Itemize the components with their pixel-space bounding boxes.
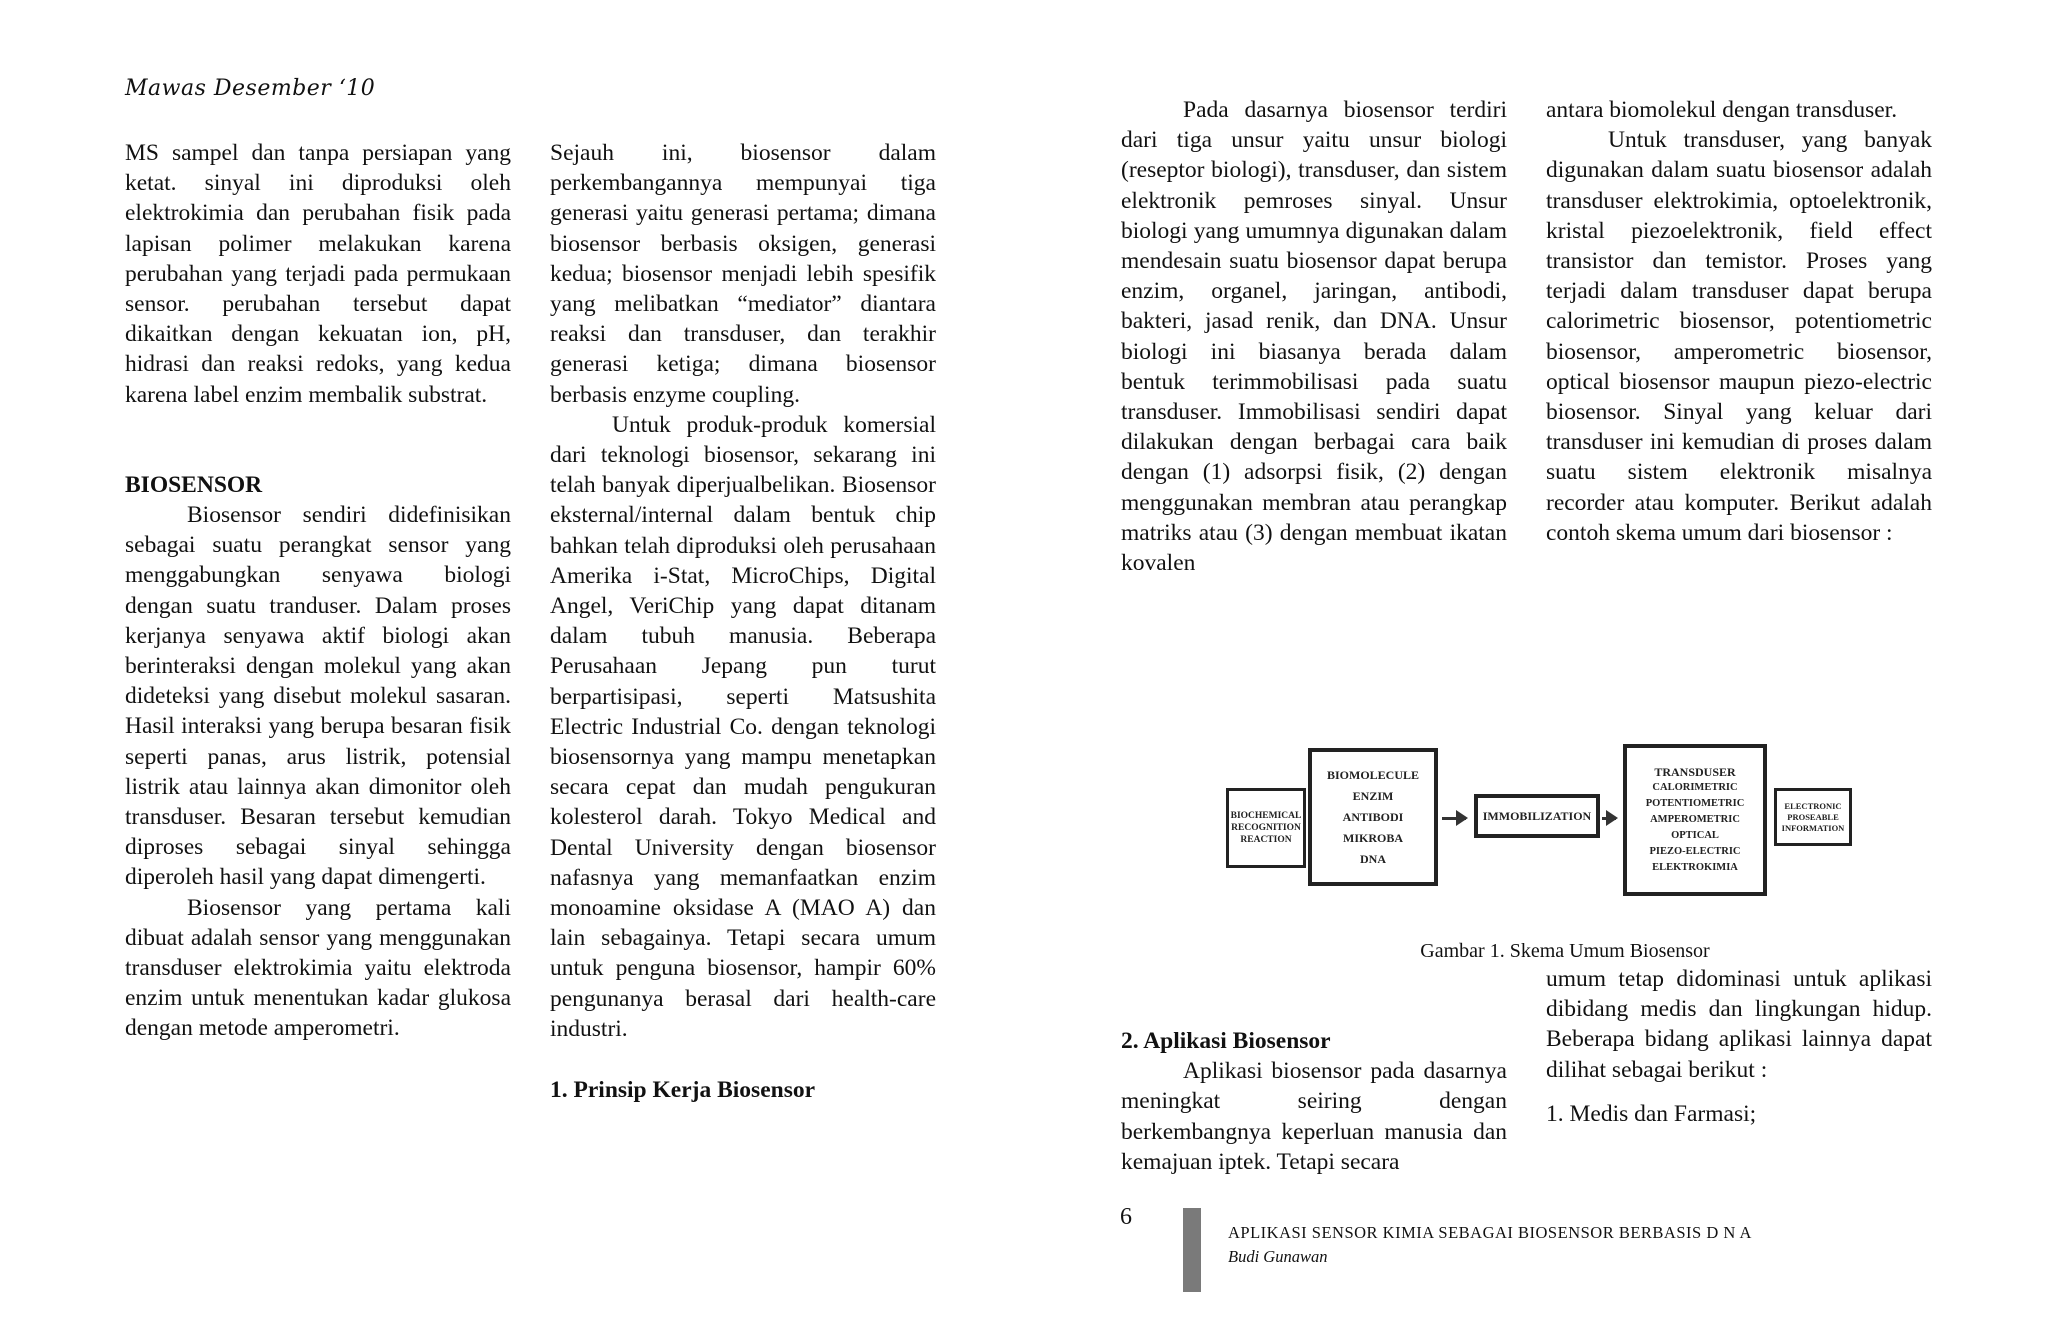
arrow-icon <box>1602 817 1616 820</box>
paragraph: Untuk produk-produk komersial dari teknologi biosensor, sekarang ini telah banyak diperjualbelikan. Biosensor eksternal/internal dalam bentuk chip bahkan telah diproduksi oleh perusahaan Amerika i-Stat, MicroChips, Digital Angel, VeriChip yang dapat ditanam dalam tubuh manusia. Beberapa Perusahaan Jepang pun turut berpartisipasi, seperti Matsushita Electric Industrial Co. dengan teknologi biosensornya yang mampu menetapkan secara cepat dan mudah pengukuran kolesterol darah. Tokyo Medical and Dental University dengan biosensor nafasnya yang memanfaatkan enzim monoamine oksidase A (MAO A) dan lain sebagainya. Tetapi secara umum untuk penguna biosensor, hampir 60% pengunanya berasal dari health-care industri. <box>550 411 936 1042</box>
paragraph: Sejauh ini, biosensor dalam perkembangannya mempunyai tiga generasi yaitu generasi pertama; dimana biosensor berbasis oksigen, generasi kedua; biosensor menjadi lebih spesifik yang melibatkan “mediator” diantara reaksi dan transduser, dan terakhir generasi ketiga; dimana biosensor berbasis enzyme coupling. <box>550 140 936 408</box>
biosensor-schema-diagram <box>1220 740 1845 910</box>
running-header: Mawas Desember ‘10 <box>125 76 376 101</box>
footer-title: APLIKASI SENSOR KIMIA SEBAGAI BIOSENSOR BERBASIS D N A <box>1228 1223 1752 1242</box>
paragraph: umum tetap didominasi untuk aplikasi dibidang medis dan lingkungan hidup. Beberapa bidang aplikasi lainnya dapat dilihat sebagai berikut : <box>1546 966 1932 1083</box>
section-heading-biosensor: BIOSENSOR <box>125 471 263 498</box>
paragraph: Aplikasi biosensor pada dasarnya meningkat seiring dengan berkembangnya keperluan manusia dan kemajuan iptek. Tetapi secara <box>1121 1058 1507 1175</box>
section-heading-prinsip-kerja: 1. Prinsip Kerja Biosensor <box>550 1077 816 1104</box>
section-heading-aplikasi: 2. Aplikasi Biosensor <box>1121 1028 1331 1054</box>
column-3 <box>1121 95 1507 578</box>
transduser-box: TRANSDUSER CALORIMETRIC POTENTIOMETRIC AMPEROMETRIC OPTICAL PIEZO-ELECTRIC ELEKTROKIMIA <box>1623 744 1767 896</box>
immobilization-box: IMMOBILIZATION <box>1474 794 1600 838</box>
figure-caption: Gambar 1. Skema Umum Biosensor <box>1420 940 1710 962</box>
paragraph: Pada dasarnya biosensor terdiri dari tiga unsur yaitu unsur biologi (reseptor biologi), transduser, dan sistem elektronik pemroses sinyal. Unsur biologi yang umumnya digunakan dalam mendesain suatu biosensor dapat berupa enzim, organel, jaringan, antibodi, bakteri, jasad renik, dan DNA. Unsur biologi ini biasanya berada dalam bentuk terimmobilisasi pada suatu transduser. Immobilisasi sendiri dapat dilakukan dengan berbagai cara baik dengan (1) adsorpsi fisik, (2) dengan menggunakan membran atau perangkap matriks atau (3) dengan membuat ikatan kovalen <box>1121 97 1507 577</box>
paragraph: Untuk transduser, yang banyak digunakan dalam suatu biosensor adalah transduser elektrokimia, optoelektronik, kristal piezoelektronik, field effect transistor dan temistor. Proses yang terjadi dalam transduser dapat berupa calorimetric biosensor, potentiometric biosensor, amperometric biosensor, optical biosensor maupun piezo-electric biosensor. Sinyal yang keluar dari transduser ini kemudian di proses dalam suatu sistem elektronik misalnya recorder atau komputer. Berikut adalah contoh skema umum dari biosensor : <box>1546 127 1932 546</box>
page-number: 6 <box>1120 1204 1132 1230</box>
column-4-lower <box>1546 964 1932 1129</box>
column-2 <box>550 138 936 1105</box>
column-3-lower <box>1121 1026 1507 1177</box>
paragraph: MS sampel dan tanpa persiapan yang ketat. sinyal ini diproduksi oleh elektrokimia dan perubahan fisik pada lapisan polimer melakukan karena perubahan yang terjadi pada permukaan sensor. perubahan tersebut dapat dikaitkan dengan kekuatan ion, pH, hidrasi dan reaksi redoks, yang kedua karena label enzim membalik substrat. <box>125 140 511 408</box>
footer-author: Budi Gunawan <box>1228 1247 1328 1266</box>
paragraph: Biosensor yang pertama kali dibuat adalah sensor yang menggunakan transduser elektrokimia yaitu elektroda enzim untuk menentukan kadar glukosa dengan metode amperometri. <box>125 894 511 1042</box>
biomolecule-box: BIOMOLECULE ENZIM ANTIBODI MIKROBA DNA <box>1308 748 1438 886</box>
paragraph: Biosensor sendiri didefinisikan sebagai suatu perangkat sensor yang menggabungkan senyawa biologi dengan suatu tranduser. Dalam proses kerjanya senyawa aktif biologi akan berinteraksi dengan molekul yang akan dideteksi yang disebut molekul sasaran. Hasil interaksi yang berupa besaran fisik seperti panas, arus listrik, potensial listrik atau lainnya akan dimonitor oleh transduser. Besaran tersebut kemudian diproses sebagai sinyal sehingga diperoleh hasil yang dapat dimengerti. <box>125 502 511 891</box>
electronic-information-box: ELECTRONIC PROSEABLE INFORMATION <box>1774 788 1852 846</box>
paragraph: antara biomolekul dengan transduser. <box>1546 97 1898 123</box>
column-1 <box>125 138 511 1044</box>
list-item: 1. Medis dan Farmasi; <box>1546 1100 1757 1127</box>
footer-bar <box>1183 1208 1201 1292</box>
biochemical-recognition-box: BIOCHEMICAL RECOGNITION REACTION <box>1226 788 1306 868</box>
arrow-icon <box>1442 817 1466 820</box>
column-4 <box>1546 95 1932 548</box>
